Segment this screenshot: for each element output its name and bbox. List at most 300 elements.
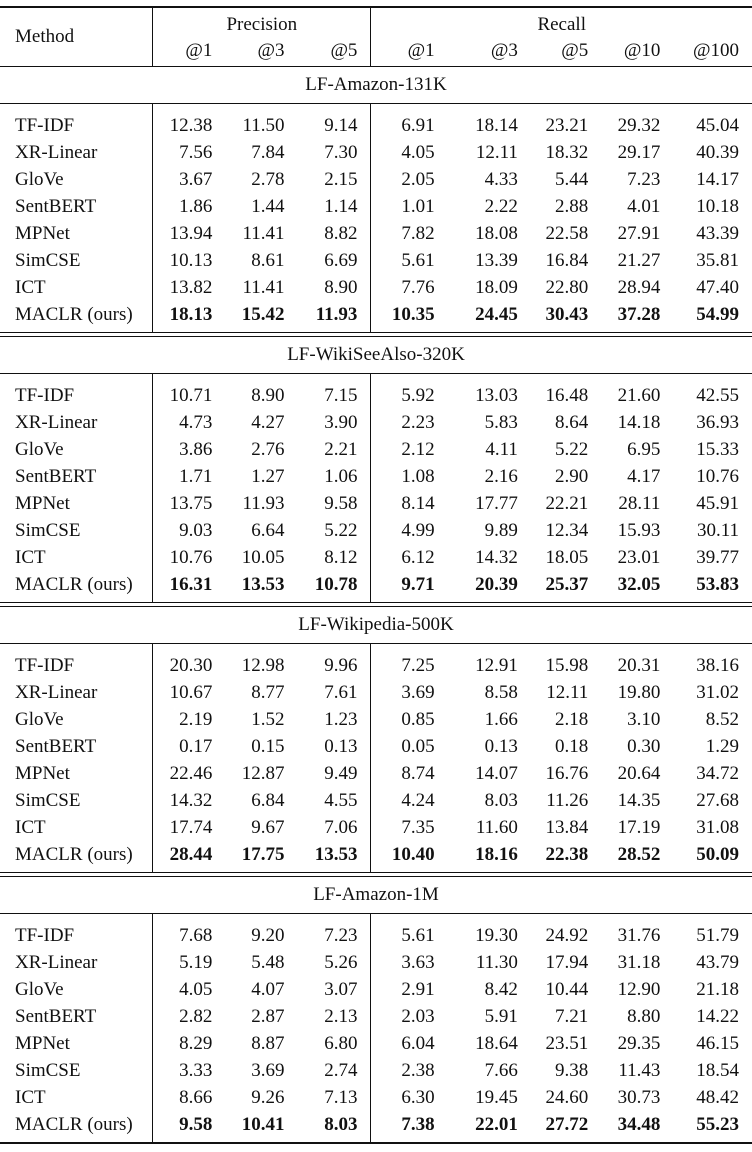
recall-at-100-value: 1.29: [705, 735, 739, 757]
recall-at-100-value: 43.39: [696, 222, 739, 244]
precision-at-5-value: 10.78: [314, 573, 358, 595]
recall-at-1-value: 8.14: [371, 490, 435, 517]
recall-at-10-value: 31.18: [617, 951, 661, 973]
recall-at-3-value: 19.45: [475, 1086, 518, 1108]
recall-at-10-value: 37.28: [617, 303, 661, 325]
recall-at-3-value: 8.42: [484, 978, 518, 1000]
method-name: MACLR (ours): [15, 573, 133, 595]
recall-at-100-value: 18.54: [696, 1059, 739, 1081]
table-row: [0, 760, 752, 787]
recall-at-3-value: 11.60: [475, 816, 518, 838]
table-row: [0, 490, 752, 517]
precision-at-3-value: 10.05: [241, 546, 285, 568]
table-row: [0, 914, 752, 950]
recall-at-3-value: 11.30: [475, 951, 518, 973]
recall-at-3-value: 4.33: [484, 168, 518, 190]
recall-at-1-value: 2.03: [371, 1003, 435, 1030]
recall-at-100-value: 31.02: [696, 681, 739, 703]
precision-at-1-value: 14.32: [153, 787, 213, 814]
recall-at-5-value: 16.76: [545, 762, 589, 784]
recall-at-3-value: 2.22: [484, 195, 518, 217]
recall-at-10-value: 21.27: [617, 249, 661, 271]
precision-at-1-value: 2.82: [153, 1003, 213, 1030]
method-name: ICT: [15, 276, 46, 298]
recall-at-10-value: 14.18: [617, 411, 661, 433]
precision-at-5-value: 6.80: [324, 1032, 358, 1054]
table-row: [0, 841, 752, 873]
precision-at-3-value: 12.87: [241, 762, 285, 784]
precision-at-3-value: 11.93: [242, 492, 285, 514]
precision-at-1-value: 2.19: [153, 706, 213, 733]
recall-at-100-value: 36.93: [696, 411, 739, 433]
recall-at-1-value: 7.35: [371, 814, 435, 841]
precision-at-5-value: 1.06: [324, 465, 358, 487]
recall-at-100-value: 40.39: [696, 141, 739, 163]
recall-at-5-value: 27.72: [545, 1113, 589, 1135]
recall-at-5-value: 10.44: [545, 978, 589, 1000]
dataset-title: LF-Amazon-131K: [0, 67, 752, 104]
table-row: [0, 787, 752, 814]
recall-at-10-value: 29.17: [617, 141, 661, 163]
precision-at-5-value: 13.53: [314, 843, 358, 865]
method-name: SimCSE: [15, 519, 81, 541]
recall-at-5-value: 30.43: [545, 303, 589, 325]
recall-at-100-value: 15.33: [696, 438, 739, 460]
dataset-title: LF-WikiSeeAlso-320K: [0, 337, 752, 374]
recall-at-1-value: 1.08: [371, 463, 435, 490]
recall-at-1-value: 10.35: [371, 301, 435, 333]
method-name: MPNet: [15, 762, 70, 784]
recall-at-10-value: 15.93: [617, 519, 661, 541]
precision-at-5-value: 7.23: [324, 924, 358, 946]
precision-at-1-value: 13.94: [153, 220, 213, 247]
precision-at-1-value: 4.05: [153, 976, 213, 1003]
table-row: [0, 463, 752, 490]
recall-at-100-value: 45.91: [696, 492, 739, 514]
precision-at-1-value: 28.44: [153, 841, 213, 873]
precision-at-1-value: 8.29: [153, 1030, 213, 1057]
precision-at-3-value: 11.41: [242, 222, 285, 244]
recall-at-1-header: @1: [371, 36, 435, 67]
recall-at-1-value: 2.91: [371, 976, 435, 1003]
precision-at-5-value: 2.74: [324, 1059, 358, 1081]
precision-at-3-header: @3: [257, 40, 285, 61]
precision-at-5-value: 9.58: [324, 492, 358, 514]
recall-at-3-value: 0.13: [484, 735, 518, 757]
recall-at-10-value: 28.52: [617, 843, 661, 865]
recall-at-1-value: 3.69: [371, 679, 435, 706]
precision-at-5-value: 9.14: [324, 114, 358, 136]
precision-at-5-value: 6.69: [324, 249, 358, 271]
table-row: [0, 1030, 752, 1057]
recall-at-1-value: 7.25: [371, 644, 435, 680]
recall-at-3-value: 12.11: [475, 141, 518, 163]
method-name: ICT: [15, 546, 46, 568]
precision-at-3-value: 6.84: [251, 789, 285, 811]
recall-at-3-value: 8.03: [484, 789, 518, 811]
recall-at-1-value: 5.61: [371, 247, 435, 274]
precision-at-1-value: 10.76: [153, 544, 213, 571]
recall-at-3-value: 19.30: [475, 924, 518, 946]
recall-at-100-value: 50.09: [696, 843, 739, 865]
method-name: TF-IDF: [15, 114, 75, 136]
recall-at-1-value: 5.92: [371, 374, 435, 410]
recall-at-1-value: 6.91: [371, 104, 435, 140]
precision-at-5-value: 7.61: [324, 681, 358, 703]
precision-at-1-value: 13.82: [153, 274, 213, 301]
method-name: TF-IDF: [15, 654, 75, 676]
method-name: MPNet: [15, 1032, 70, 1054]
recall-at-10-value: 29.35: [617, 1032, 661, 1054]
recall-at-3-value: 5.83: [484, 411, 518, 433]
recall-at-5-value: 17.94: [545, 951, 589, 973]
recall-at-100-value: 53.83: [696, 573, 739, 595]
recall-at-100-value: 14.22: [696, 1005, 739, 1027]
method-name: TF-IDF: [15, 924, 75, 946]
recall-at-10-value: 7.23: [627, 168, 661, 190]
method-name: GloVe: [15, 168, 64, 190]
recall-at-5-header: @5: [561, 40, 589, 61]
table-row: [0, 814, 752, 841]
precision-at-3-value: 11.41: [242, 276, 285, 298]
precision-at-1-value: 0.17: [153, 733, 213, 760]
method-name: XR-Linear: [15, 951, 98, 973]
table-row: [0, 544, 752, 571]
precision-at-1-value: 12.38: [153, 104, 213, 140]
precision-at-5-value: 7.13: [324, 1086, 358, 1108]
precision-at-5-value: 0.13: [324, 735, 358, 757]
recall-at-3-value: 18.64: [475, 1032, 518, 1054]
method-name: SentBERT: [15, 195, 97, 217]
precision-at-1-value: 10.13: [153, 247, 213, 274]
table-row: [0, 374, 752, 410]
precision-at-3-value: 17.75: [241, 843, 285, 865]
method-name: XR-Linear: [15, 411, 98, 433]
recall-at-1-value: 4.24: [371, 787, 435, 814]
precision-at-3-value: 5.48: [251, 951, 285, 973]
precision-at-3-value: 2.76: [251, 438, 285, 460]
recall-at-5-value: 7.21: [555, 1005, 589, 1027]
recall-at-3-value: 12.91: [475, 654, 518, 676]
recall-at-5-value: 12.11: [546, 681, 589, 703]
precision-at-1-value: 3.86: [153, 436, 213, 463]
table-row: [0, 571, 752, 603]
precision-at-3-value: 15.42: [241, 303, 285, 325]
method-name: XR-Linear: [15, 141, 98, 163]
recall-at-100-value: 42.55: [696, 384, 739, 406]
recall-at-100-value: 31.08: [696, 816, 739, 838]
recall-at-5-value: 0.18: [555, 735, 589, 757]
precision-at-5-value: 3.90: [324, 411, 358, 433]
method-name: XR-Linear: [15, 681, 98, 703]
recall-at-100-value: 47.40: [696, 276, 739, 298]
recall-at-100-value: 51.79: [696, 924, 739, 946]
precision-at-5-value: 5.22: [324, 519, 358, 541]
recall-at-10-value: 20.64: [617, 762, 661, 784]
recall-at-1-value: 6.12: [371, 544, 435, 571]
recall-at-1-value: 2.12: [371, 436, 435, 463]
table-row: [0, 274, 752, 301]
precision-at-5-value: 2.15: [324, 168, 358, 190]
recall-at-3-value: 9.89: [484, 519, 518, 541]
recall-at-1-value: 2.05: [371, 166, 435, 193]
precision-at-3-value: 4.27: [251, 411, 285, 433]
table-row: [0, 644, 752, 680]
recall-at-10-value: 32.05: [617, 573, 661, 595]
recall-at-100-value: 46.15: [696, 1032, 739, 1054]
recall-at-1-value: 1.01: [371, 193, 435, 220]
recall-at-5-value: 22.58: [545, 222, 589, 244]
recall-at-3-value: 18.09: [475, 276, 518, 298]
precision-at-3-value: 8.77: [251, 681, 285, 703]
precision-at-3-value: 9.67: [251, 816, 285, 838]
recall-at-10-value: 31.76: [617, 924, 661, 946]
precision-at-3-value: 1.27: [251, 465, 285, 487]
precision-at-1-value: 5.19: [153, 949, 213, 976]
precision-at-5-value: 7.30: [324, 141, 358, 163]
table-row: [0, 247, 752, 274]
precision-at-3-value: 7.84: [251, 141, 285, 163]
method-header: Method: [15, 26, 75, 47]
recall-at-3-value: 4.11: [485, 438, 518, 460]
recall-at-1-value: 6.04: [371, 1030, 435, 1057]
recall-at-1-value: 7.76: [371, 274, 435, 301]
recall-at-5-value: 11.26: [546, 789, 589, 811]
recall-at-5-value: 24.92: [545, 924, 589, 946]
method-name: MACLR (ours): [15, 843, 133, 865]
precision-at-1-value: 16.31: [153, 571, 213, 603]
recall-at-10-value: 20.31: [617, 654, 661, 676]
table-row: [0, 517, 752, 544]
recall-at-5-value: 2.18: [555, 708, 589, 730]
recall-at-100-header: @100: [693, 40, 739, 61]
table-row: [0, 733, 752, 760]
recall-at-1-value: 10.40: [371, 841, 435, 873]
precision-at-5-value: 9.49: [324, 762, 358, 784]
precision-at-3-value: 10.41: [241, 1113, 285, 1135]
section-title-row: [0, 877, 752, 914]
table-row: [0, 1111, 752, 1143]
recall-at-1-value: 3.63: [371, 949, 435, 976]
table-row: [0, 104, 752, 140]
method-name: TF-IDF: [15, 384, 75, 406]
recall-at-10-value: 17.19: [617, 816, 661, 838]
precision-at-3-value: 9.20: [251, 924, 285, 946]
precision-at-1-value: 22.46: [153, 760, 213, 787]
recall-at-100-value: 10.18: [696, 195, 739, 217]
recall-at-5-value: 23.21: [545, 114, 589, 136]
precision-at-1-value: 7.56: [153, 139, 213, 166]
precision-at-5-value: 1.14: [324, 195, 358, 217]
recall-at-10-value: 14.35: [617, 789, 661, 811]
recall-at-5-value: 18.05: [545, 546, 589, 568]
precision-at-3-value: 4.07: [251, 978, 285, 1000]
section-title-row: [0, 337, 752, 374]
recall-at-1-value: 4.99: [371, 517, 435, 544]
precision-at-3-value: 6.64: [251, 519, 285, 541]
recall-at-3-value: 2.16: [484, 465, 518, 487]
recall-at-100-value: 27.68: [696, 789, 739, 811]
recall-at-1-value: 8.74: [371, 760, 435, 787]
recall-at-5-value: 12.34: [545, 519, 589, 541]
recall-at-5-value: 23.51: [545, 1032, 589, 1054]
method-name: SentBERT: [15, 735, 97, 757]
precision-at-5-header: @5: [330, 40, 358, 61]
recall-at-5-value: 24.60: [545, 1086, 589, 1108]
recall-at-100-value: 30.11: [696, 519, 739, 541]
precision-at-3-value: 11.50: [242, 114, 285, 136]
precision-at-3-value: 1.44: [251, 195, 285, 217]
recall-at-1-value: 4.05: [371, 139, 435, 166]
recall-at-1-value: 2.38: [371, 1057, 435, 1084]
recall-at-10-value: 12.90: [617, 978, 661, 1000]
precision-at-5-value: 8.03: [324, 1113, 358, 1135]
precision-at-5-value: 8.12: [324, 546, 358, 568]
method-name: GloVe: [15, 708, 64, 730]
recall-at-3-value: 14.07: [475, 762, 518, 784]
method-name: SentBERT: [15, 1005, 97, 1027]
recall-at-3-value: 18.16: [475, 843, 518, 865]
recall-at-10-value: 4.01: [627, 195, 661, 217]
table-row: [0, 706, 752, 733]
recall-at-10-value: 29.32: [617, 114, 661, 136]
recall-at-5-value: 9.38: [555, 1059, 589, 1081]
recall-at-3-value: 14.32: [475, 546, 518, 568]
recall-at-3-value: 13.39: [475, 249, 518, 271]
table-row: [0, 193, 752, 220]
precision-at-1-header: @1: [153, 36, 213, 67]
recall-at-10-value: 30.73: [617, 1086, 661, 1108]
method-name: SimCSE: [15, 249, 81, 271]
precision-at-1-value: 1.86: [153, 193, 213, 220]
section-title-row: [0, 67, 752, 104]
recall-at-5-value: 22.38: [545, 843, 589, 865]
recall-at-100-value: 45.04: [696, 114, 739, 136]
recall-at-5-value: 22.80: [545, 276, 589, 298]
recall-at-3-value: 13.03: [475, 384, 518, 406]
precision-at-3-value: 3.69: [251, 1059, 285, 1081]
table-row: [0, 976, 752, 1003]
table-row: [0, 1084, 752, 1111]
recall-at-10-value: 21.60: [617, 384, 661, 406]
recall-at-100-value: 14.17: [696, 168, 739, 190]
recall-at-10-value: 8.80: [627, 1005, 661, 1027]
method-name: MACLR (ours): [15, 303, 133, 325]
precision-at-3-value: 8.61: [251, 249, 285, 271]
precision-at-3-value: 9.26: [251, 1086, 285, 1108]
recall-at-10-value: 11.43: [618, 1059, 661, 1081]
precision-at-3-value: 2.78: [251, 168, 285, 190]
recall-at-10-value: 23.01: [617, 546, 661, 568]
recall-at-3-value: 7.66: [484, 1059, 518, 1081]
precision-at-1-value: 8.66: [153, 1084, 213, 1111]
method-name: SimCSE: [15, 789, 81, 811]
precision-at-1-value: 20.30: [153, 644, 213, 680]
precision-at-5-value: 3.07: [324, 978, 358, 1000]
recall-at-3-value: 18.08: [475, 222, 518, 244]
precision-at-1-value: 18.13: [153, 301, 213, 333]
recall-at-100-value: 55.23: [696, 1113, 739, 1135]
recall-at-5-value: 16.48: [545, 384, 589, 406]
recall-at-100-value: 35.81: [696, 249, 739, 271]
recall-at-100-value: 8.52: [705, 708, 739, 730]
precision-at-5-value: 2.21: [324, 438, 358, 460]
precision-at-3-value: 13.53: [241, 573, 285, 595]
method-name: ICT: [15, 1086, 46, 1108]
table-row: [0, 301, 752, 333]
precision-at-1-value: 7.68: [153, 914, 213, 950]
recall-at-1-value: 7.38: [371, 1111, 435, 1143]
recall-at-5-value: 8.64: [555, 411, 589, 433]
method-name: GloVe: [15, 978, 64, 1000]
table-row: [0, 220, 752, 247]
precision-at-1-value: 4.73: [153, 409, 213, 436]
recall-at-10-value: 28.11: [618, 492, 661, 514]
precision-at-1-value: 9.03: [153, 517, 213, 544]
precision-at-5-value: 8.90: [324, 276, 358, 298]
results-table: [0, 6, 752, 1144]
recall-at-3-value: 17.77: [475, 492, 518, 514]
precision-at-5-value: 2.13: [324, 1005, 358, 1027]
precision-at-5-value: 8.82: [324, 222, 358, 244]
recall-at-1-value: 0.85: [371, 706, 435, 733]
method-name: MPNet: [15, 492, 70, 514]
recall-at-3-value: 5.91: [484, 1005, 518, 1027]
recall-at-3-value: 24.45: [475, 303, 518, 325]
recall-at-10-value: 0.30: [627, 735, 661, 757]
recall-at-10-value: 19.80: [617, 681, 661, 703]
recall-at-5-value: 15.98: [545, 654, 589, 676]
precision-at-1-value: 1.71: [153, 463, 213, 490]
table-row: [0, 166, 752, 193]
recall-at-100-value: 39.77: [696, 546, 739, 568]
table-row: [0, 949, 752, 976]
precision-at-1-value: 9.58: [153, 1111, 213, 1143]
method-name: SentBERT: [15, 465, 97, 487]
precision-at-5-value: 9.96: [324, 654, 358, 676]
recall-at-100-value: 54.99: [696, 303, 739, 325]
precision-at-3-value: 0.15: [251, 735, 285, 757]
precision-at-5-value: 7.15: [324, 384, 358, 406]
precision-at-1-value: 3.33: [153, 1057, 213, 1084]
recall-at-3-value: 20.39: [475, 573, 518, 595]
recall-at-10-value: 4.17: [627, 465, 661, 487]
recall-at-3-value: 8.58: [484, 681, 518, 703]
recall-at-10-value: 28.94: [617, 276, 661, 298]
recall-at-1-value: 6.30: [371, 1084, 435, 1111]
table-row: [0, 679, 752, 706]
table-row: [0, 1057, 752, 1084]
recall-at-100-value: 34.72: [696, 762, 739, 784]
recall-at-5-value: 16.84: [545, 249, 589, 271]
recall-at-5-value: 2.88: [555, 195, 589, 217]
precision-at-5-value: 1.23: [324, 708, 358, 730]
recall-at-100-value: 48.42: [696, 1086, 739, 1108]
table-row: [0, 409, 752, 436]
dataset-title: LF-Wikipedia-500K: [0, 607, 752, 644]
precision-at-1-value: 10.71: [153, 374, 213, 410]
recall-at-100-value: 43.79: [696, 951, 739, 973]
recall-at-1-value: 5.61: [371, 914, 435, 950]
recall-at-10-header: @10: [623, 40, 661, 61]
recall-at-5-value: 18.32: [545, 141, 589, 163]
recall-at-3-header: @3: [490, 40, 518, 61]
precision-at-1-value: 13.75: [153, 490, 213, 517]
recall-at-3-value: 18.14: [475, 114, 518, 136]
recall-at-100-value: 38.16: [696, 654, 739, 676]
precision-at-3-value: 8.87: [251, 1032, 285, 1054]
table-row: [0, 1003, 752, 1030]
